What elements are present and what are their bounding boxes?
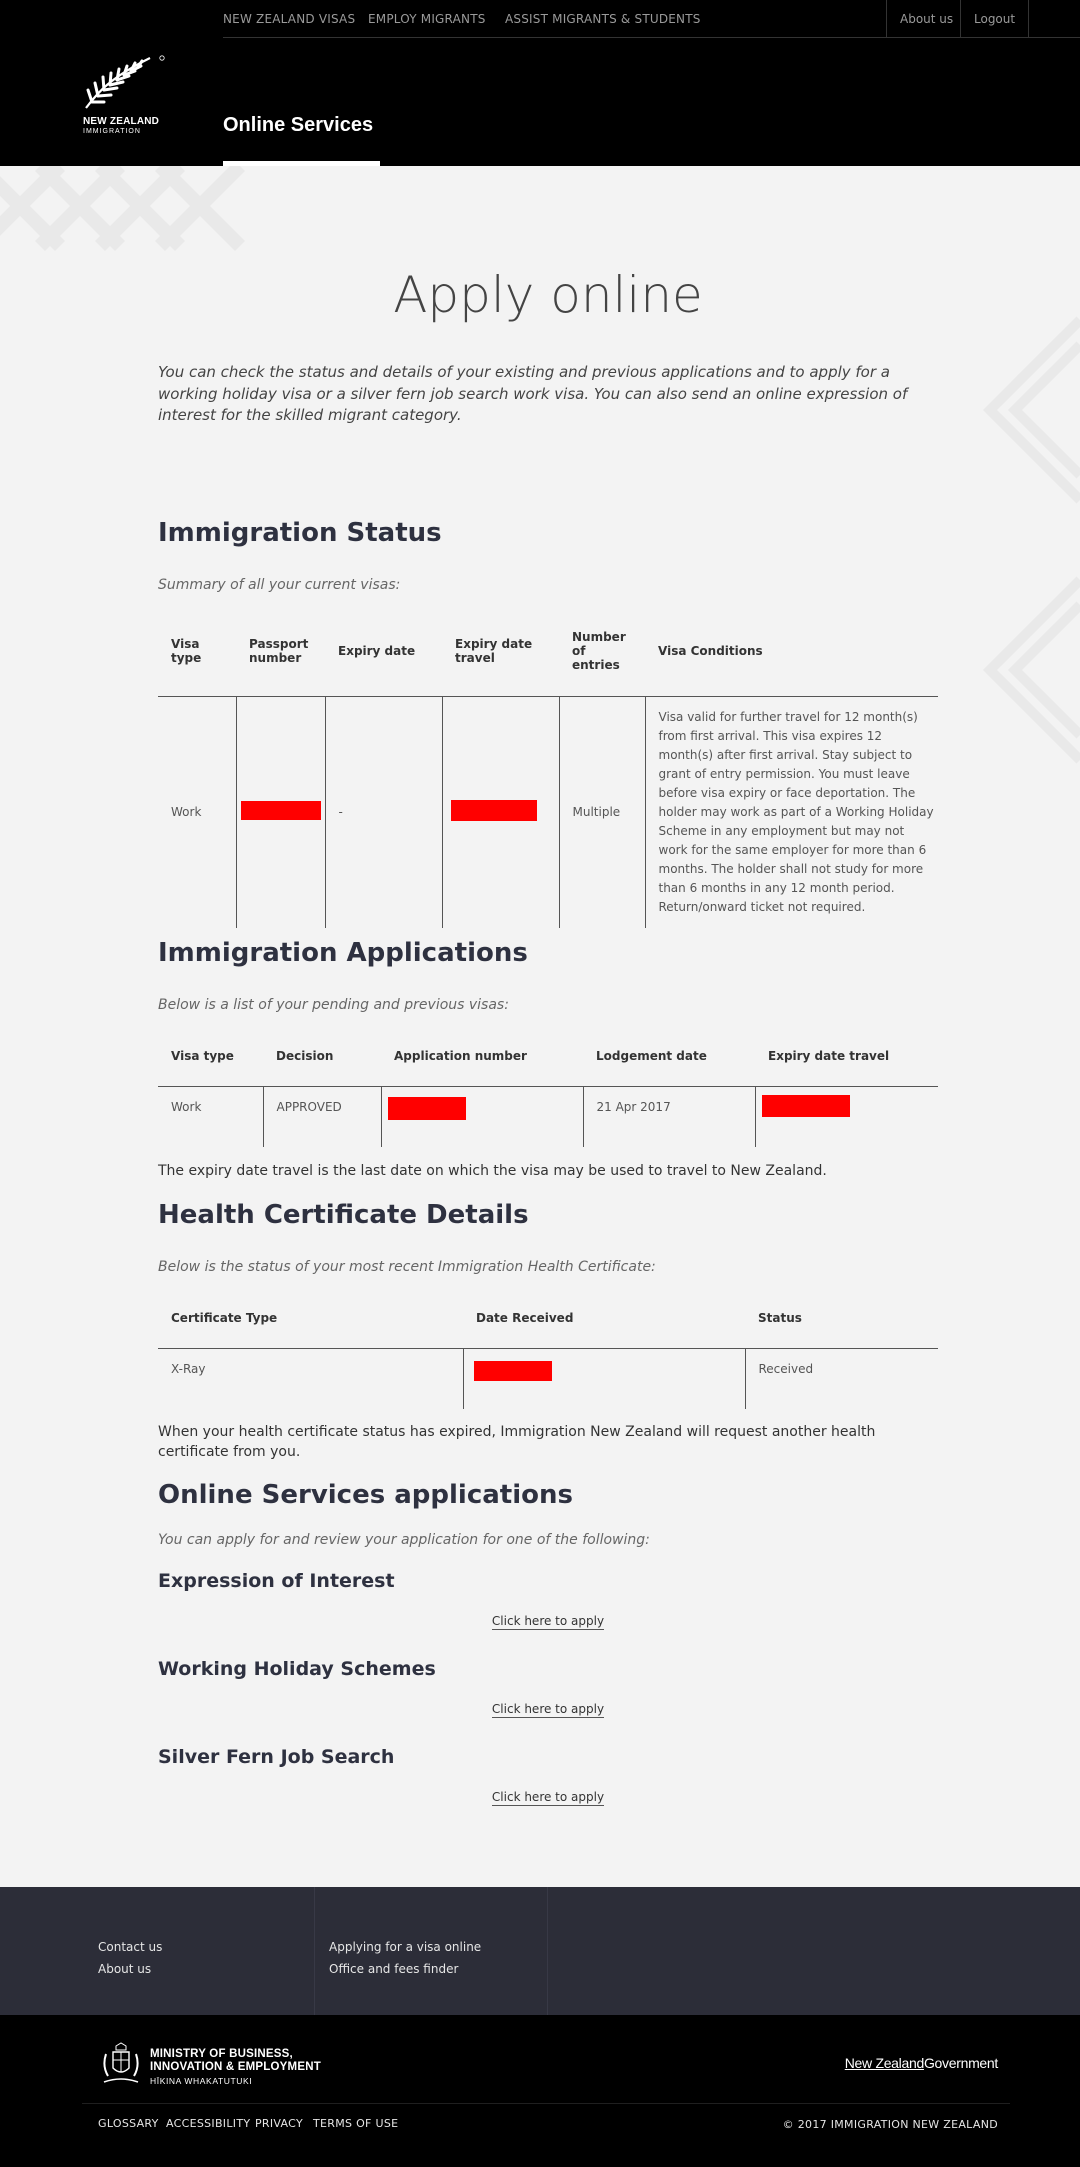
health-certificate-table [158,1288,938,1409]
redacted-block [388,1097,466,1120]
col-lodgement-date: Lodgement date [583,1026,755,1086]
col-certificate-type: Certificate Type [158,1288,463,1348]
table-row [158,1086,938,1147]
nz-government-logo[interactable] [845,2055,998,2071]
silver-fern-job-search-apply [158,1790,938,1804]
expression-of-interest-apply [158,1614,938,1628]
expiry-date-cell: - [325,696,442,928]
redacted-block [762,1095,850,1117]
immigration-status-table [158,606,938,928]
col-visa-type: Visa type [158,606,236,696]
col-passport-number-label: Passport number [249,636,309,665]
lodgement-date-cell: 21 Apr 2017 [583,1086,755,1147]
col-visa-conditions: Visa Conditions [645,606,938,696]
table-header-row [158,1288,938,1348]
col-expiry-date-travel-label: Expiry date travel [455,636,533,665]
table-row [158,1348,938,1409]
col-expiry-date-travel [442,606,559,696]
coat-of-arms-icon [98,2042,144,2088]
expression-of-interest-heading: Expression of Interest [158,1570,395,1592]
silver-fern-job-search-apply-link[interactable]: Click here to apply [491,1790,605,1804]
nav-employ-migrants[interactable]: EMPLOY MIGRANTS [368,12,486,26]
redacted-block [451,800,537,821]
site-header [0,0,1080,166]
top-navigation [223,0,1080,38]
footer-contact-us-link[interactable]: Contact us [98,1940,163,1954]
ministry-line-3: HĪKINA WHAKATUTUKI [150,2076,253,2086]
footer-applying-visa-online-link[interactable]: Applying for a visa online [329,1940,482,1954]
decision-cell: APPROVED [263,1086,381,1147]
date-received-cell [463,1348,745,1409]
col-expiry-date-travel: Expiry date travel [755,1026,938,1086]
immigration-status-heading: Immigration Status [158,518,442,548]
ministry-line-1: MINISTRY OF BUSINESS, [150,2048,293,2060]
certificate-type-cell: X-Ray [171,1361,206,1376]
nz-government-part-1: New Zealand [844,2055,924,2071]
application-number-cell [381,1086,583,1147]
col-date-received: Date Received [463,1288,745,1348]
number-of-entries-cell: Multiple [559,696,645,928]
col-passport-number [236,606,325,696]
visa-conditions-cell: Visa valid for further travel for 12 month(s) from first arrival. This visa expires 12 month(s) after first arrival. Stay subject to grant of entry permission. You must leave before visa expiry or face deportation. The holder may work as part of a Working Holiday Scheme in any employment but may not work for the same employer for more than 6 months. The holder shall not study for more than 6 months in any 12 month period. Return/onward ticket not required. [645,696,938,928]
footer-links-section [0,1887,1080,2015]
col-expiry-date: Expiry date [325,606,442,696]
decorative-pattern-right [970,300,1080,780]
logo-wordmark [83,116,159,135]
expiry-date-travel-cell [442,696,559,928]
table-row [158,696,938,928]
col-decision: Decision [263,1026,381,1086]
redacted-block [474,1361,552,1381]
intro-text: You can check the status and details of your existing and previous applications and to apply for a working holiday visa or a silver fern job search work visa. You can also send an online expression of interest for the skilled migrant category. [158,363,908,424]
footer-glossary-link[interactable]: GLOSSARY [98,2117,159,2130]
online-services-heading: Online Services applications [158,1480,573,1510]
logout-button[interactable]: Logout [960,0,1029,38]
footer-bottom [0,2015,1080,2167]
page-title: Apply online [393,266,703,324]
footer-column-1 [98,1887,315,2015]
immigration-applications-subtitle: Below is a list of your pending and previous visas: [158,997,509,1013]
col-visa-type: Visa type [158,1026,263,1086]
col-status: Status [745,1288,938,1348]
silver-fern-job-search-heading: Silver Fern Job Search [158,1746,395,1768]
footer-column-2 [329,1887,548,2015]
table-header-row [158,1026,938,1086]
working-holiday-schemes-apply [158,1702,938,1716]
working-holiday-schemes-heading: Working Holiday Schemes [158,1658,436,1680]
redacted-block [241,801,321,820]
visa-type-cell: Work [171,805,202,820]
online-services-subtitle: You can apply for and review your application for one of the following: [158,1532,650,1548]
col-application-number: Application number [381,1026,583,1086]
logo-line-2: IMMIGRATION [83,128,141,135]
health-certificate-note: When your health certificate status has expired, Immigration New Zealand will request another health certificate from you. [158,1424,876,1460]
health-certificate-heading: Health Certificate Details [158,1200,529,1230]
logo-line-1: NEW ZEALAND [83,116,160,127]
ministry-line-2: INNOVATION & EMPLOYMENT [150,2061,321,2073]
nz-government-part-2: Government [923,2055,998,2071]
footer-about-us-link[interactable]: About us [98,1962,152,1976]
footer-accessibility-link[interactable]: ACCESSIBILITY [166,2117,251,2130]
working-holiday-schemes-apply-link[interactable]: Click here to apply [491,1702,605,1716]
online-services-tab[interactable]: Online Services [223,114,374,136]
status-cell: Received [745,1348,938,1409]
nav-new-zealand-visas[interactable]: NEW ZEALAND VISAS [223,12,356,26]
about-us-link[interactable]: About us [886,0,966,38]
expression-of-interest-apply-link[interactable]: Click here to apply [491,1614,605,1628]
footer-office-fees-finder-link[interactable]: Office and fees finder [329,1962,459,1976]
immigration-applications-table [158,1026,938,1147]
footer-terms-of-use-link[interactable]: TERMS OF USE [313,2117,399,2130]
visa-type-cell: Work [171,1099,202,1114]
passport-number-cell [236,696,325,928]
expiry-date-travel-cell [755,1086,938,1147]
table-header-row [158,606,938,696]
col-number-of-entries-label: Number of entries [572,629,626,672]
nav-assist-migrants-students[interactable]: ASSIST MIGRANTS & STUDENTS [505,12,701,26]
ministry-wordmark [150,2048,321,2086]
health-certificate-subtitle: Below is the status of your most recent Immigration Health Certificate: [158,1259,656,1275]
immigration-status-subtitle: Summary of all your current visas: [158,577,401,593]
footer-divider [82,2103,1010,2104]
immigration-applications-heading: Immigration Applications [158,938,528,968]
col-number-of-entries [559,606,645,696]
copyright-text: © 2017 IMMIGRATION NEW ZEALAND [782,2118,998,2131]
decorative-pattern-left [0,166,260,256]
footer-privacy-link[interactable]: PRIVACY [255,2117,303,2130]
expiry-note: The expiry date travel is the last date on which the visa may be used to travel to New Zealand. [158,1163,827,1179]
